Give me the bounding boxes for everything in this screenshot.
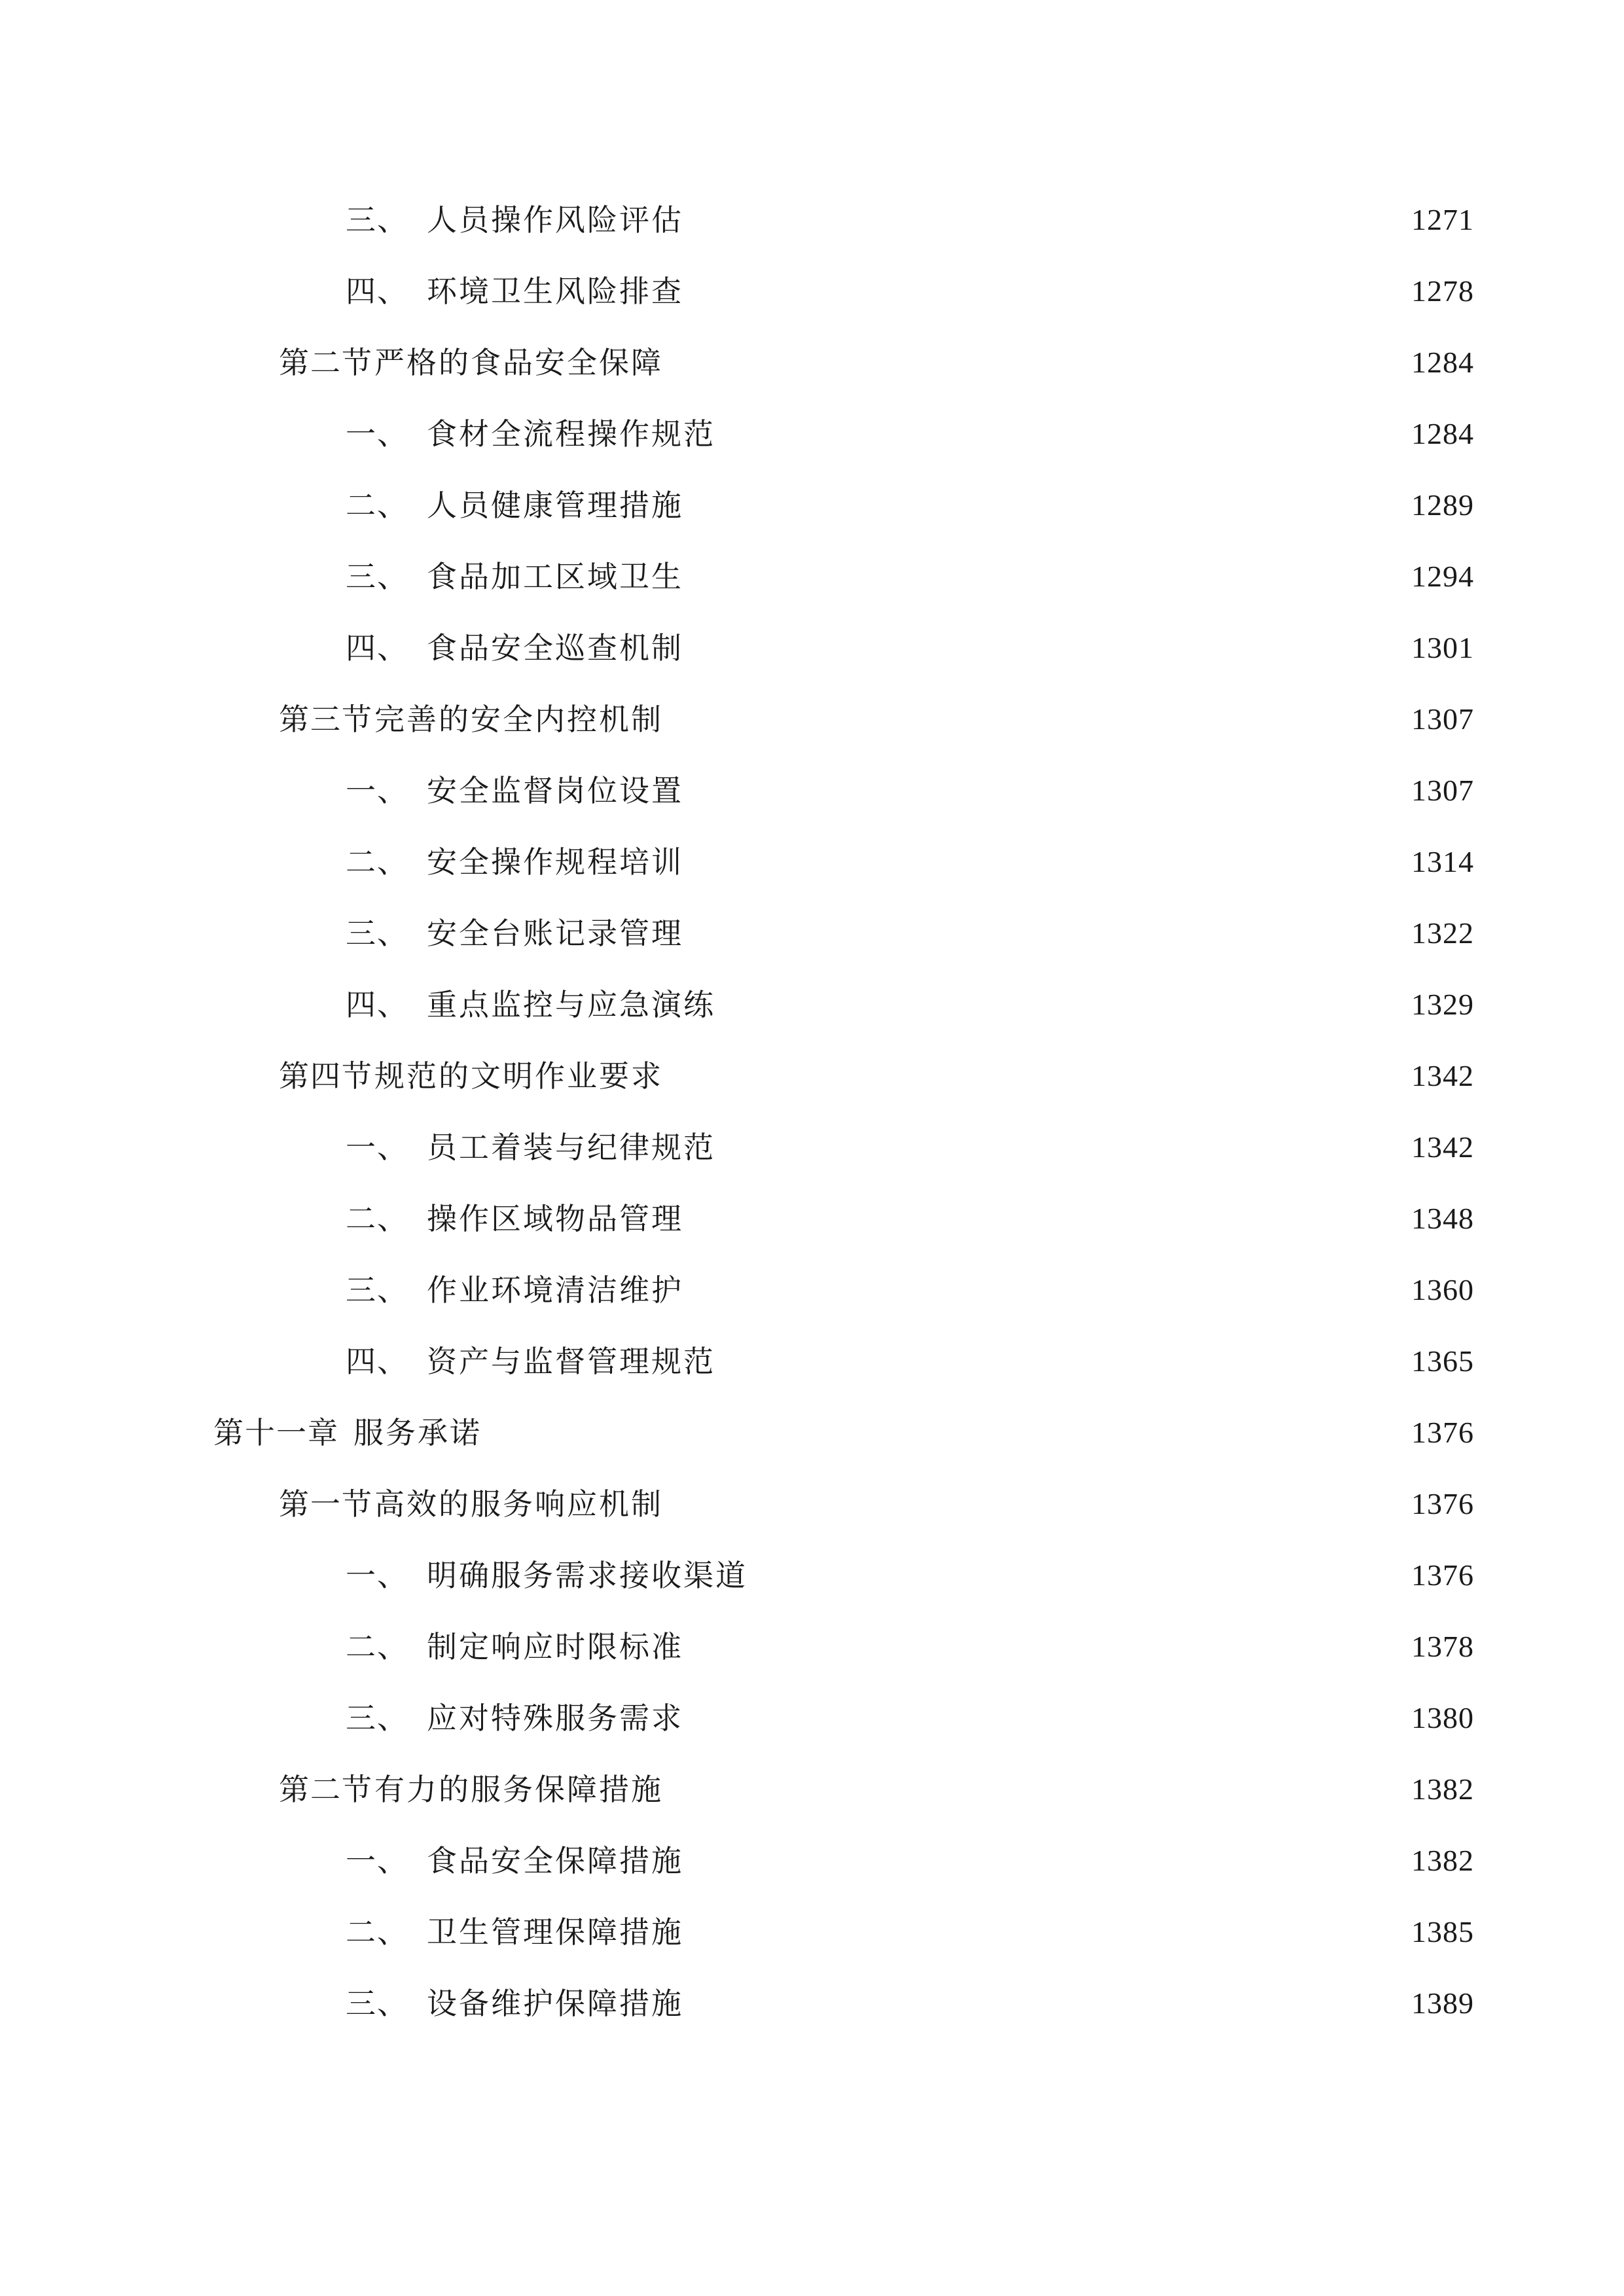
toc-entry[interactable] [279, 1478, 1474, 1530]
entry-page-number: 1322 [1411, 916, 1474, 950]
entry-page-number: 1376 [1411, 1416, 1474, 1449]
entry-title: 环境卫生风险排查 [427, 274, 683, 309]
entry-title: 应对特殊服务需求 [427, 1700, 683, 1736]
toc-entry[interactable] [279, 1050, 1474, 1102]
toc-entry[interactable] [346, 764, 1474, 817]
entry-title: 明确服务需求接收渠道 [427, 1558, 748, 1593]
toc-entry[interactable] [346, 265, 1474, 317]
entry-number: 一、 [346, 1558, 408, 1593]
toc-entry[interactable] [346, 1335, 1474, 1388]
entry-number: 四、 [346, 630, 408, 666]
entry-page-number: 1284 [1411, 417, 1474, 450]
entry-number: 四、 [346, 1344, 408, 1379]
entry-number: 第四节 [279, 1058, 373, 1094]
entry-page-number: 1301 [1411, 631, 1474, 664]
entry-title: 食材全流程操作规范 [427, 416, 715, 452]
entry-title: 制定响应时限标准 [427, 1629, 683, 1664]
entry-number: 一、 [346, 416, 408, 452]
entry-number: 一、 [346, 1130, 408, 1165]
toc-entry[interactable] [346, 550, 1474, 603]
entry-page-number: 1289 [1411, 488, 1474, 522]
entry-title: 安全台账记录管理 [427, 916, 683, 951]
entry-title: 食品安全保障措施 [427, 1843, 683, 1878]
entry-title: 卫生管理保障措施 [427, 1914, 683, 1950]
toc-entry[interactable] [279, 336, 1474, 389]
entry-page-number: 1271 [1411, 203, 1474, 236]
entry-number: 三、 [346, 916, 408, 951]
entry-title: 有力的服务保障措施 [374, 1772, 663, 1807]
entry-number: 第三节 [279, 702, 373, 737]
toc-entry[interactable] [346, 194, 1474, 246]
entry-title: 服务承诺 [353, 1415, 482, 1450]
entry-page-number: 1389 [1411, 1986, 1474, 2020]
entry-title: 安全监督岗位设置 [427, 773, 683, 808]
entry-title: 人员健康管理措施 [427, 488, 683, 523]
entry-number: 第十一章 [213, 1415, 339, 1450]
entry-page-number: 1380 [1411, 1701, 1474, 1734]
entry-title: 设备维护保障措施 [427, 1986, 683, 2021]
entry-page-number: 1314 [1411, 845, 1474, 878]
entry-page-number: 1284 [1411, 346, 1474, 379]
toc-entry[interactable] [346, 408, 1474, 460]
toc-entry[interactable] [346, 978, 1474, 1031]
toc-entry[interactable] [346, 836, 1474, 888]
toc-entry[interactable] [346, 1835, 1474, 1887]
toc-entry[interactable] [346, 479, 1474, 531]
entry-number: 四、 [346, 274, 408, 309]
entry-title: 资产与监督管理规范 [427, 1344, 715, 1379]
entry-number: 二、 [346, 1629, 408, 1664]
entry-page-number: 1294 [1411, 560, 1474, 593]
entry-number: 三、 [346, 1986, 408, 2021]
entry-page-number: 1307 [1411, 702, 1474, 736]
entry-page-number: 1329 [1411, 988, 1474, 1021]
entry-page-number: 1385 [1411, 1915, 1474, 1948]
toc-entry[interactable] [346, 907, 1474, 960]
entry-page-number: 1376 [1411, 1558, 1474, 1592]
entry-title: 食品加工区域卫生 [427, 559, 683, 594]
entry-number: 二、 [346, 1201, 408, 1236]
entry-number: 第二节 [279, 345, 373, 380]
entry-page-number: 1376 [1411, 1487, 1474, 1520]
entry-title: 食品安全巡查机制 [427, 630, 683, 666]
entry-page-number: 1342 [1411, 1130, 1474, 1164]
entry-number: 一、 [346, 1843, 408, 1878]
entry-page-number: 1342 [1411, 1059, 1474, 1092]
entry-title: 人员操作风险评估 [427, 202, 683, 238]
entry-page-number: 1307 [1411, 774, 1474, 807]
entry-page-number: 1382 [1411, 1844, 1474, 1877]
entry-title: 严格的食品安全保障 [374, 345, 663, 380]
toc-entry[interactable] [346, 1906, 1474, 1958]
entry-number: 三、 [346, 1272, 408, 1308]
entry-number: 一、 [346, 773, 408, 808]
entry-title: 作业环境清洁维护 [427, 1272, 683, 1308]
toc-entry[interactable] [346, 1692, 1474, 1744]
toc-entry[interactable] [346, 1977, 1474, 2030]
entry-title: 操作区域物品管理 [427, 1201, 683, 1236]
entry-page-number: 1348 [1411, 1202, 1474, 1235]
toc-entry[interactable] [279, 693, 1474, 745]
toc-entry[interactable] [279, 1763, 1474, 1816]
entry-number: 四、 [346, 987, 408, 1022]
entry-number: 三、 [346, 559, 408, 594]
entry-title: 安全操作规程培训 [427, 844, 683, 880]
toc-entry[interactable] [346, 1193, 1474, 1245]
entry-page-number: 1278 [1411, 274, 1474, 308]
entry-number: 二、 [346, 844, 408, 880]
entry-number: 二、 [346, 488, 408, 523]
entry-page-number: 1365 [1411, 1344, 1474, 1378]
entry-title: 重点监控与应急演练 [427, 987, 715, 1022]
toc-entry[interactable] [213, 1407, 1474, 1459]
toc-entry[interactable] [346, 1264, 1474, 1316]
entry-title: 规范的文明作业要求 [374, 1058, 663, 1094]
entry-number: 第一节 [279, 1486, 373, 1522]
entry-number: 二、 [346, 1914, 408, 1950]
entry-page-number: 1378 [1411, 1630, 1474, 1663]
toc-entry[interactable] [346, 1549, 1474, 1602]
toc-entry[interactable] [346, 1121, 1474, 1174]
entry-title: 员工着装与纪律规范 [427, 1130, 715, 1165]
entry-number: 第二节 [279, 1772, 373, 1807]
entry-title: 完善的安全内控机制 [374, 702, 663, 737]
entry-page-number: 1360 [1411, 1273, 1474, 1306]
entry-title: 高效的服务响应机制 [374, 1486, 663, 1522]
entry-number: 三、 [346, 202, 408, 238]
toc-entry[interactable] [346, 1621, 1474, 1673]
entry-page-number: 1382 [1411, 1772, 1474, 1806]
entry-number: 三、 [346, 1700, 408, 1736]
toc-entry[interactable] [346, 622, 1474, 674]
